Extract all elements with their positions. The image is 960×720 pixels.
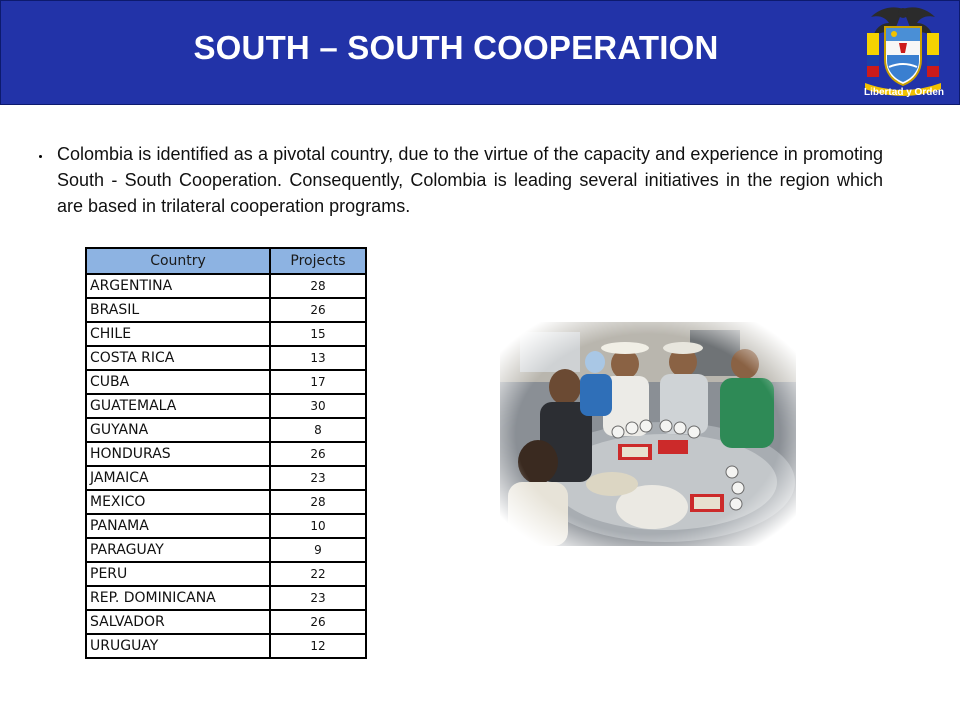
country-cell: PERU — [86, 562, 270, 586]
projects-cell: 26 — [270, 610, 366, 634]
header-banner — [0, 0, 960, 105]
country-cell: PANAMA — [86, 514, 270, 538]
table-row — [86, 442, 366, 466]
table-row — [86, 346, 366, 370]
table-row — [86, 418, 366, 442]
emblem-motto: Libertad y Orden — [863, 87, 944, 98]
intro-paragraph: Colombia is identified as a pivotal country, due to the virtue of the capacity and experience in promoting South - South Cooperation. Consequently, Colombia is leading several initiatives in the region which are based in trilateral cooperation programs. — [57, 144, 883, 216]
projects-table — [85, 247, 367, 659]
table-row — [86, 634, 366, 658]
table-row — [86, 466, 366, 490]
bullet-point-icon — [39, 155, 42, 158]
coffee-tasting-photo — [500, 322, 796, 546]
table-row — [86, 370, 366, 394]
table-row — [86, 490, 366, 514]
page-title: SOUTH – SOUTH COOPERATION — [193, 29, 719, 66]
projects-cell: 12 — [270, 634, 366, 658]
projects-cell: 23 — [270, 466, 366, 490]
table-row — [86, 322, 366, 346]
country-cell: PARAGUAY — [86, 538, 270, 562]
country-cell: CUBA — [86, 370, 270, 394]
country-cell: SALVADOR — [86, 610, 270, 634]
projects-cell: 26 — [270, 298, 366, 322]
table-row — [86, 298, 366, 322]
country-cell: REP. DOMINICANA — [86, 586, 270, 610]
column-header-projects: Projects — [270, 248, 366, 274]
projects-cell: 15 — [270, 322, 366, 346]
projects-cell: 22 — [270, 562, 366, 586]
projects-cell: 30 — [270, 394, 366, 418]
table-row — [86, 562, 366, 586]
table-row — [86, 586, 366, 610]
table-row — [86, 538, 366, 562]
country-cell: CHILE — [86, 322, 270, 346]
table-row — [86, 610, 366, 634]
country-cell: URUGUAY — [86, 634, 270, 658]
projects-cell: 10 — [270, 514, 366, 538]
table-row — [86, 394, 366, 418]
projects-cell: 28 — [270, 490, 366, 514]
table-row — [86, 274, 366, 298]
projects-cell: 17 — [270, 370, 366, 394]
country-cell: ARGENTINA — [86, 274, 270, 298]
table-header-row — [86, 248, 366, 274]
projects-cell: 13 — [270, 346, 366, 370]
table-row — [86, 514, 366, 538]
country-cell: HONDURAS — [86, 442, 270, 466]
country-cell: GUYANA — [86, 418, 270, 442]
country-cell: COSTA RICA — [86, 346, 270, 370]
country-cell: GUATEMALA — [86, 394, 270, 418]
projects-cell: 28 — [270, 274, 366, 298]
country-cell: BRASIL — [86, 298, 270, 322]
country-cell: JAMAICA — [86, 466, 270, 490]
projects-cell: 9 — [270, 538, 366, 562]
country-cell: MEXICO — [86, 490, 270, 514]
projects-cell: 26 — [270, 442, 366, 466]
projects-cell: 23 — [270, 586, 366, 610]
column-header-country: Country — [86, 248, 270, 274]
projects-cell: 8 — [270, 418, 366, 442]
